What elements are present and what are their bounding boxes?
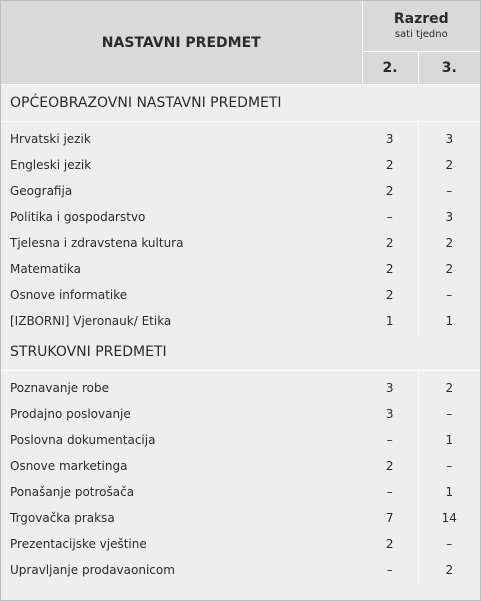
table-row — [1, 453, 480, 479]
subject-name: Matematika — [1, 256, 362, 282]
subject-name: Poslovna dokumentacija — [1, 427, 362, 453]
hours-label: sati tjedno — [394, 29, 448, 40]
hours-grade-3: – — [418, 282, 480, 308]
hours-grade-3: 1 — [418, 308, 480, 334]
table-row — [1, 505, 480, 531]
grade-header-2: 2. — [362, 52, 418, 85]
hours-grade-2: – — [362, 204, 418, 230]
subject-name: Engleski jezik — [1, 152, 362, 178]
section-title: OPĆEOBRAZOVNI NASTAVNI PREDMETI — [1, 85, 480, 122]
table-row — [1, 308, 480, 334]
subject-name: Prezentacijske vještine — [1, 531, 362, 557]
subject-name: Geografija — [1, 178, 362, 204]
class-label: Razred — [393, 11, 449, 27]
table-row — [1, 204, 480, 230]
hours-grade-2: 7 — [362, 505, 418, 531]
table-row — [1, 427, 480, 453]
section-header-row — [1, 334, 480, 371]
curriculum-table — [1, 1, 480, 583]
hours-grade-3: 3 — [418, 204, 480, 230]
hours-grade-3: – — [418, 178, 480, 204]
subject-name: Tjelesna i zdravstena kultura — [1, 230, 362, 256]
section-title: STRUKOVNI PREDMETI — [1, 334, 480, 371]
hours-grade-2: 2 — [362, 282, 418, 308]
table-row — [1, 256, 480, 282]
hours-grade-3: 2 — [418, 152, 480, 178]
class-column-header — [362, 1, 480, 52]
hours-grade-3: 2 — [418, 230, 480, 256]
hours-grade-3: 2 — [418, 256, 480, 282]
table-row — [1, 401, 480, 427]
subject-name: Prodajno poslovanje — [1, 401, 362, 427]
table-row — [1, 375, 480, 401]
hours-grade-2: 2 — [362, 152, 418, 178]
hours-grade-2: 2 — [362, 256, 418, 282]
hours-grade-3: – — [418, 531, 480, 557]
hours-grade-2: 2 — [362, 230, 418, 256]
subject-column-header: NASTAVNI PREDMET — [1, 1, 362, 85]
subject-name: Hrvatski jezik — [1, 126, 362, 152]
hours-grade-2: 3 — [362, 401, 418, 427]
section-header-row — [1, 85, 480, 122]
subject-name: Politika i gospodarstvo — [1, 204, 362, 230]
hours-grade-3: 2 — [418, 557, 480, 583]
table-row — [1, 152, 480, 178]
hours-grade-2: 2 — [362, 531, 418, 557]
table-row — [1, 230, 480, 256]
hours-grade-3: 1 — [418, 479, 480, 505]
table-row — [1, 479, 480, 505]
hours-grade-2: – — [362, 479, 418, 505]
hours-grade-3: 1 — [418, 427, 480, 453]
hours-grade-2: 1 — [362, 308, 418, 334]
subject-name: Osnove marketinga — [1, 453, 362, 479]
hours-grade-2: – — [362, 427, 418, 453]
subject-name: Osnove informatike — [1, 282, 362, 308]
hours-grade-3: – — [418, 453, 480, 479]
grade-header-3: 3. — [418, 52, 480, 85]
table-row — [1, 282, 480, 308]
table-header — [1, 1, 480, 85]
hours-grade-2: 2 — [362, 453, 418, 479]
hours-grade-3: 14 — [418, 505, 480, 531]
hours-grade-2: 2 — [362, 178, 418, 204]
hours-grade-2: – — [362, 557, 418, 583]
subject-name: Ponašanje potrošača — [1, 479, 362, 505]
subject-name: Upravljanje prodavaonicom — [1, 557, 362, 583]
table-row — [1, 126, 480, 152]
table-body — [1, 85, 480, 584]
table-row — [1, 178, 480, 204]
subject-name: Poznavanje robe — [1, 375, 362, 401]
table-row — [1, 531, 480, 557]
hours-grade-3: 3 — [418, 126, 480, 152]
hours-grade-3: 2 — [418, 375, 480, 401]
table-row — [1, 557, 480, 583]
hours-grade-2: 3 — [362, 126, 418, 152]
hours-grade-3: – — [418, 401, 480, 427]
hours-grade-2: 3 — [362, 375, 418, 401]
subject-name: [IZBORNI] Vjeronauk/ Etika — [1, 308, 362, 334]
subject-name: Trgovačka praksa — [1, 505, 362, 531]
